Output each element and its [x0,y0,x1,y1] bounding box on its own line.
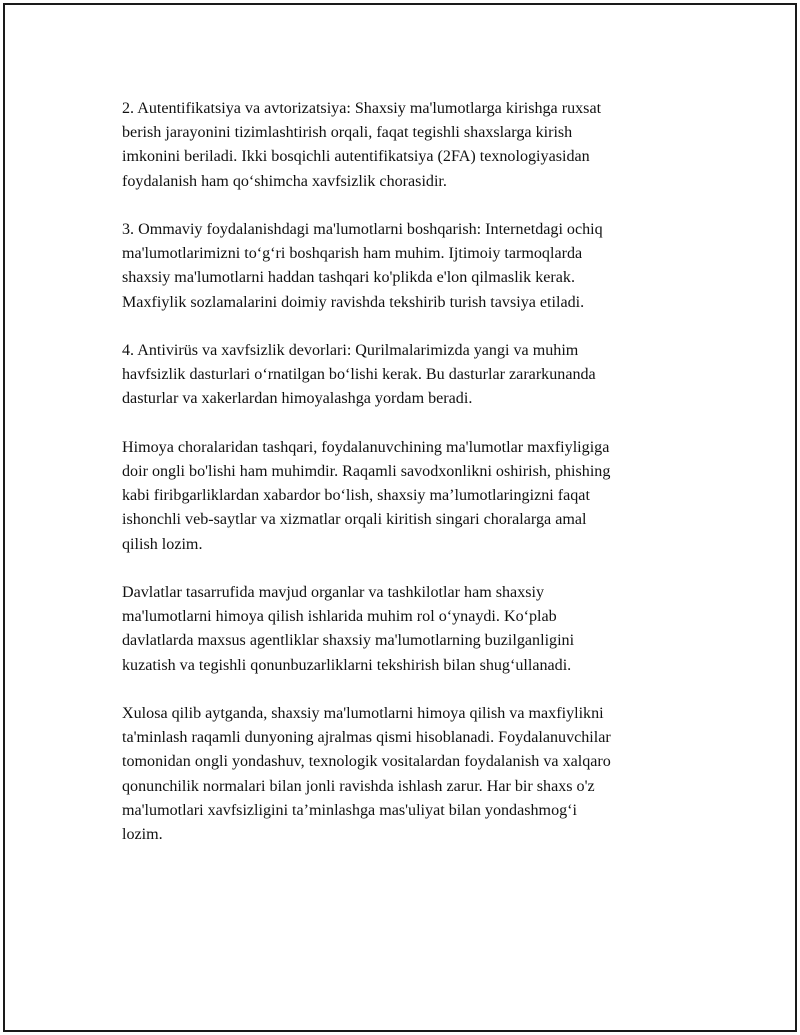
text-line: ta'minlash raqamli dunyoning ajralmas qismi hisoblanadi. Foydalanuvchilar [122,729,611,747]
text-line: shaxsiy ma'lumotlarni haddan tashqari ko'plikda e'lon qilmaslik kerak. [122,269,575,287]
paragraph-state-agencies [122,581,692,678]
text-line: 4. Antivirüs va xavfsizlik devorlari: Qurilmalarimizda yangi va muhim [122,342,579,359]
text-line: doir ongli bo'lishi ham muhimdir. Raqamli savodxonlikni oshirish, phishing [122,463,611,480]
text-line: foydalanish ham qo‘shimcha xavfsizlik chorasidir. [122,172,447,190]
text-line: Davlatlar tasarrufida mavjud organlar va tashkilotlar ham shaxsiy [122,584,545,601]
text-line: 2. Autentifikatsiya va avtorizatsiya: Shaxsiy ma'lumotlarga kirishga ruxsat [122,100,602,117]
paragraph-conclusion [122,702,692,847]
text-line: kabi firibgarliklardan xabardor bo‘lish, shaxsiy ma’lumotlaringizni faqat [122,487,590,505]
text-line: ma'lumotlari xavfsizligini ta’minlashga mas'uliyat bilan yondashmog‘i [122,801,577,819]
paragraph-public-data [122,218,692,315]
text-line: 3. Ommaviy foydalanishdagi ma'lumotlarni boshqarish: Internetdagi ochiq [122,221,603,238]
text-line: davlatlarda maxsus agentliklar shaxsiy ma'lumotlarning buzilganligini [122,632,575,650]
text-line: qilish lozim. [122,535,203,553]
text-line: tomonidan ongli yondashuv, texnologik vositalardan foydalanish va xalqaro [122,753,611,771]
document-body [122,97,692,871]
text-line: ma'lumotlarni himoya qilish ishlarida muhim rol o‘ynaydi. Ko‘plab [122,608,557,626]
paragraph-authentication [122,97,692,194]
page-frame [3,3,797,1032]
text-line: havfsizlik dasturlari o‘rnatilgan bo‘lishi kerak. Bu dasturlar zararkunanda [122,366,596,384]
text-line: ishonchli veb-saytlar va xizmatlar orqali kiritish singari choralarga amal [122,511,587,529]
text-line: Himoya choralaridan tashqari, foydalanuvchining ma'lumotlar maxfiyligiga [122,438,610,456]
text-line: qonunchilik normalari bilan jonli ravishda ishlash zarur. Har bir shaxs o'z [122,777,595,795]
text-line: dasturlar va xakerlardan himoyalashga yordam beradi. [122,390,473,408]
text-line: kuzatish va tegishli qonunbuzarliklarni tekshirish bilan shug‘ullanadi. [122,656,572,674]
text-line: berish jarayonini tizimlashtirish orqali, faqat tegishli shaxslarga kirish [122,124,573,142]
text-line: ma'lumotlarimizni to‘g‘ri boshqarish ham muhim. Ijtimoiy tarmoqlarda [122,245,583,263]
text-line: lozim. [122,826,163,844]
text-line: Xulosa qilib aytganda, shaxsiy ma'lumotlarni himoya qilish va maxfiylikni [122,705,604,722]
text-line: imkonini beriladi. Ikki bosqichli autentifikatsiya (2FA) texnologiyasidan [122,148,590,166]
paragraph-antivirus [122,339,692,412]
text-line: Maxfiylik sozlamalarini doimiy ravishda tekshirib turish tavsiya etiladi. [122,293,585,311]
paragraph-user-awareness [122,436,692,557]
